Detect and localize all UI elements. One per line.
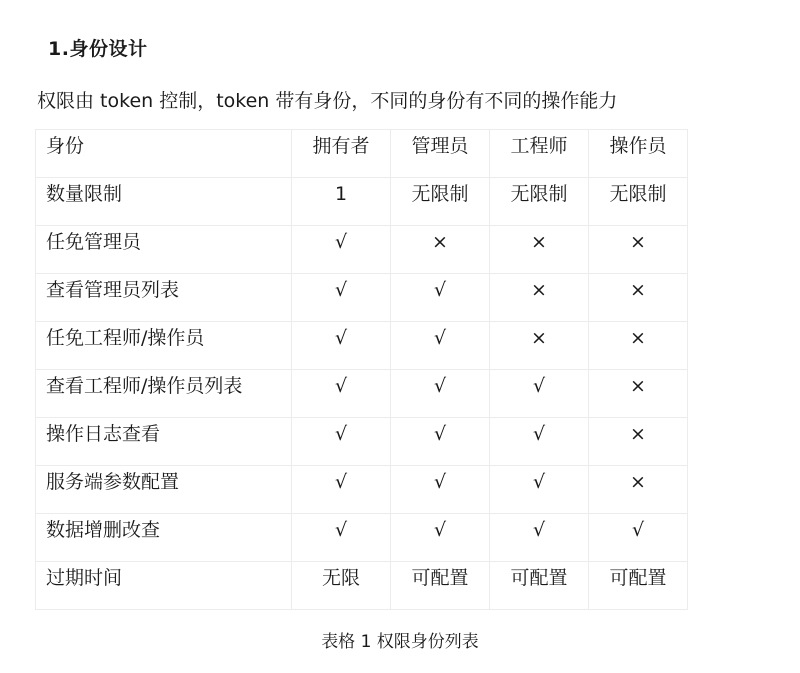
permission-table xyxy=(35,129,688,610)
table-cell: √ xyxy=(391,370,490,418)
table-cell: 无限 xyxy=(292,562,391,610)
table-cell: √ xyxy=(292,418,391,466)
table-cell: √ xyxy=(292,514,391,562)
table-row xyxy=(36,322,688,370)
row-label: 操作日志查看 xyxy=(36,418,292,466)
section-heading: 1.身份设计 xyxy=(48,38,148,60)
header-cell: 身份 xyxy=(36,130,292,178)
table-cell: √ xyxy=(292,322,391,370)
table-cell: √ xyxy=(292,226,391,274)
row-label: 任免管理员 xyxy=(36,226,292,274)
table-cell: √ xyxy=(391,466,490,514)
table-cell: 无限制 xyxy=(490,178,589,226)
table-row xyxy=(36,370,688,418)
table-row xyxy=(36,178,688,226)
table-cell: × xyxy=(589,466,688,514)
table-cell: × xyxy=(490,322,589,370)
table-cell: 可配置 xyxy=(589,562,688,610)
table-cell: × xyxy=(490,274,589,322)
table-cell: × xyxy=(490,226,589,274)
table-header-row xyxy=(36,130,688,178)
table-row xyxy=(36,274,688,322)
table-row xyxy=(36,562,688,610)
table-cell: √ xyxy=(292,466,391,514)
row-label: 任免工程师/操作员 xyxy=(36,322,292,370)
table-row xyxy=(36,226,688,274)
table-cell: √ xyxy=(490,370,589,418)
intro-paragraph: 权限由 token 控制，token 带有身份，不同的身份有不同的操作能力 xyxy=(37,90,618,112)
row-label: 查看工程师/操作员列表 xyxy=(36,370,292,418)
table-row xyxy=(36,514,688,562)
table-cell: × xyxy=(589,274,688,322)
row-label: 数量限制 xyxy=(36,178,292,226)
row-label: 数据增删改查 xyxy=(36,514,292,562)
row-label: 过期时间 xyxy=(36,562,292,610)
table-cell: × xyxy=(589,370,688,418)
table-cell: √ xyxy=(391,514,490,562)
table-row xyxy=(36,418,688,466)
header-cell: 操作员 xyxy=(589,130,688,178)
table-cell: × xyxy=(589,418,688,466)
table-cell: × xyxy=(391,226,490,274)
table-cell: √ xyxy=(589,514,688,562)
table-cell: √ xyxy=(391,274,490,322)
table-cell: √ xyxy=(292,370,391,418)
table-cell: √ xyxy=(391,322,490,370)
row-label: 查看管理员列表 xyxy=(36,274,292,322)
table-cell: √ xyxy=(490,514,589,562)
table-cell: √ xyxy=(391,418,490,466)
table-cell: √ xyxy=(490,418,589,466)
header-cell: 管理员 xyxy=(391,130,490,178)
table-cell: 可配置 xyxy=(391,562,490,610)
table-cell: 无限制 xyxy=(391,178,490,226)
header-cell: 拥有者 xyxy=(292,130,391,178)
table-cell: √ xyxy=(490,466,589,514)
table-cell: × xyxy=(589,322,688,370)
table-cell: 可配置 xyxy=(490,562,589,610)
table-cell: √ xyxy=(292,274,391,322)
header-cell: 工程师 xyxy=(490,130,589,178)
row-label: 服务端参数配置 xyxy=(36,466,292,514)
table-cell: 无限制 xyxy=(589,178,688,226)
table-caption: 表格 1 权限身份列表 xyxy=(321,632,479,652)
table-cell: 1 xyxy=(292,178,391,226)
table-cell: × xyxy=(589,226,688,274)
table-row xyxy=(36,466,688,514)
